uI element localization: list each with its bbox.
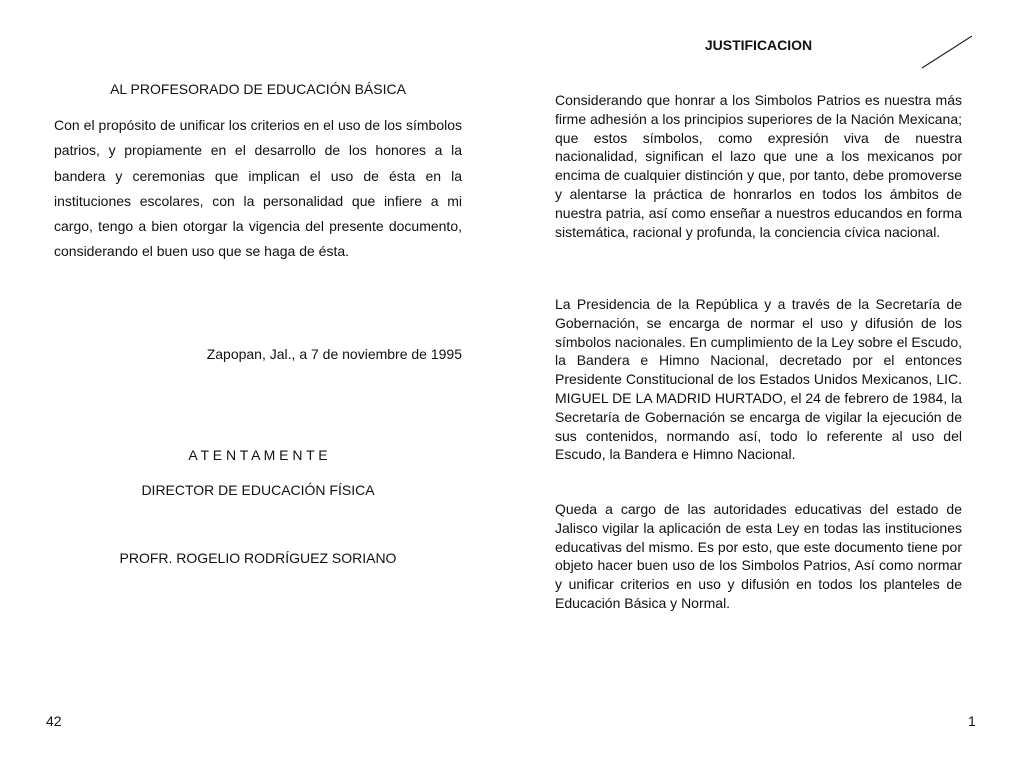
pen-stroke-mark bbox=[921, 34, 973, 70]
page-number-right: 1 bbox=[968, 713, 976, 729]
signer-name: PROFR. ROGELIO RODRÍGUEZ SORIANO bbox=[119, 550, 397, 566]
justification-heading: JUSTIFICACION bbox=[704, 37, 813, 53]
page-number-left: 42 bbox=[46, 713, 62, 729]
signer-role: DIRECTOR DE EDUCACIÓN FÍSICA bbox=[141, 482, 375, 498]
justification-paragraph-2: La Presidencia de la República y a través de la Secretaría de Gobernación, se encarga de normar el uso y difusión de los símbolos nacionales. En cumplimiento de la Ley sobre el Escudo, la Bandera e Himno Nacional, decretado por el entonces Presidente Constitucional de los Estados Unidos Mexicanos, LIC. MIGUEL DE LA MADRID HURTADO, el 24 de febrero de 1984, la Secretaría de Gobernación se encarga de vigilar la ejecución de sus contenidos, normando así, todo lo referente al uso del Escudo, la Bandera e Himno Nacional. bbox=[555, 296, 962, 463]
letter-body: Con el propósito de unificar los criterios en el uso de los símbolos patrios, y propiamente en el desarrollo de los honores a la bandera y ceremonias que implican el uso de ésta en la instituciones escolares, con la personalidad que infiere a mi cargo, tengo a bien otorgar la vigencia del presente documento, considerando el buen uso que se haga de ésta. bbox=[54, 117, 462, 260]
right-page bbox=[512, 0, 1024, 768]
justification-paragraph-1: Considerando que honrar a los Simbolos Patrios es nuestra más firme adhesión a los principios superiores de la Nación Mexicana; que estos símbolos, como expresión viva de nuestra nacionalidad, significan el lazo que une a los mexicanos por encima de cualquier distinción y que, por tanto, debe promoverse y alentarse la práctica de honrarlos en todos los ámbitos de nuestra patria, así como enseñar a nuestros educandos en forma sistemática, racional y profunda, la conciencia cívica nacional. bbox=[555, 92, 962, 240]
justification-paragraph-3: Queda a cargo de las autoridades educativas del estado de Jalisco vigilar la aplicación de esta Ley en todas las instituciones educativas del mismo. Es por esto, que este documento tiene por objeto hacer buen uso de los Simbolos Patrios, Así como normar y unificar criterios en uso y difusión en todos los planteles de Educación Básica y Normal. bbox=[555, 501, 962, 611]
letter-title: AL PROFESORADO DE EDUCACIÓN BÁSICA bbox=[110, 81, 406, 97]
closing-text: A T E N T A M E N T E bbox=[188, 447, 328, 463]
place-date: Zapopan, Jal., a 7 de noviembre de 1995 bbox=[206, 346, 462, 362]
